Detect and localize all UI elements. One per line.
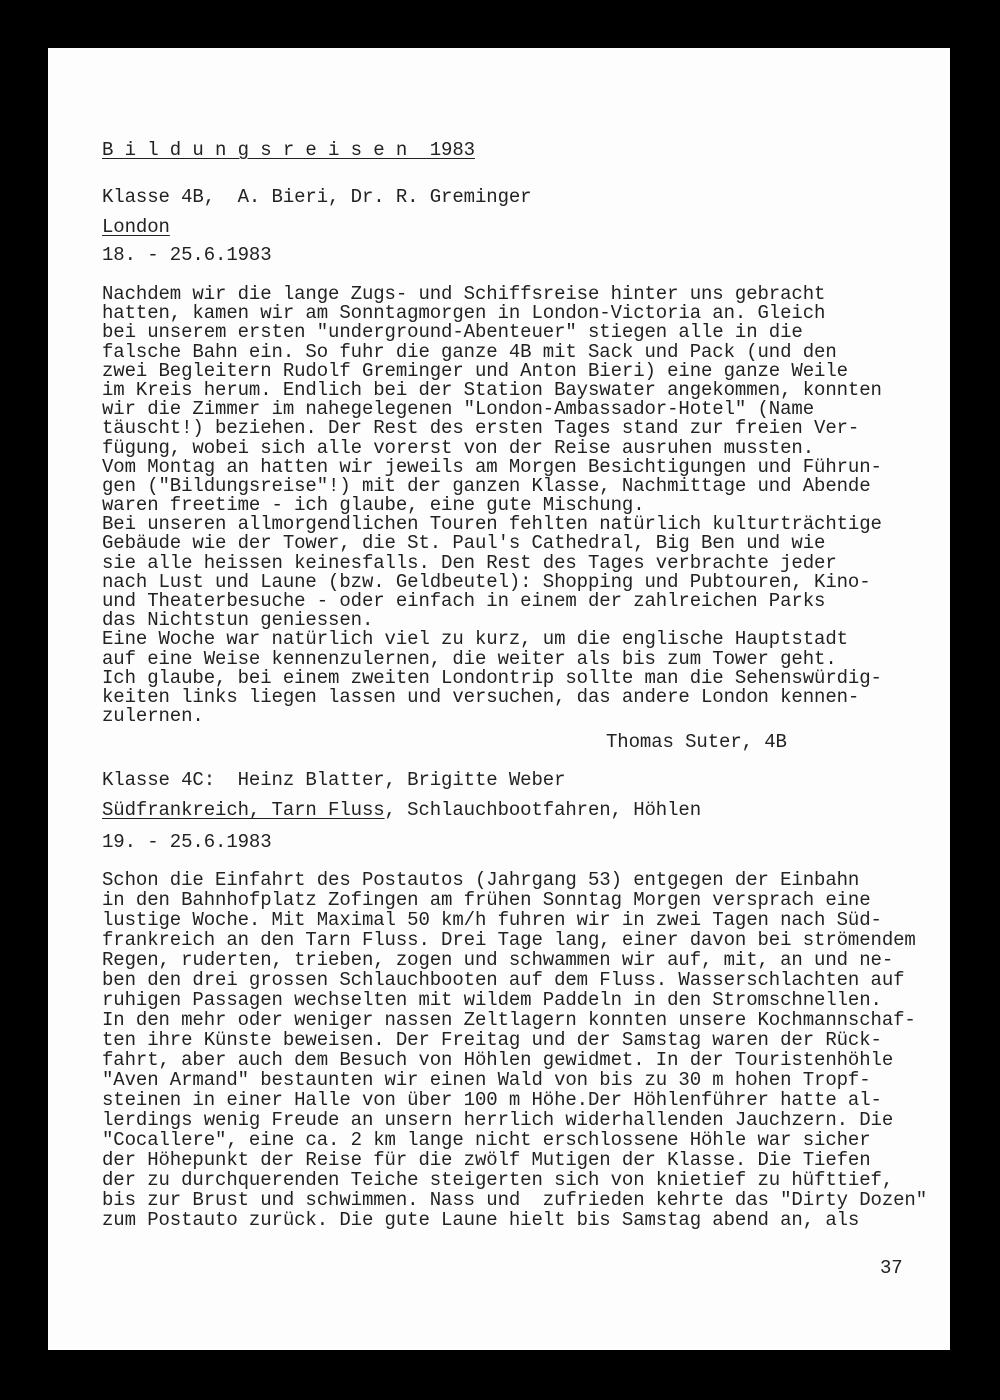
text-line: ben den drei grossen Schlauchbooten auf dem Fluss. Wasserschlachten auf [102, 969, 905, 991]
text-line: und Theaterbesuche - oder einfach in einem der zahlreichen Parks [102, 590, 826, 612]
text-line: der Höhepunkt der Reise für die zwölf Mutigen der Klasse. Die Tiefen [102, 1149, 871, 1171]
text-line: steinen in einer Halle von über 100 m Höhe.Der Höhlenführer hatte al- [102, 1089, 882, 1111]
text-line: Vom Montag an hatten wir jeweils am Morgen Besichtigungen und Führun- [102, 455, 882, 478]
text-line: falsche Bahn ein. So fuhr die ganze 4B mit Sack und Pack (und den [102, 340, 837, 363]
text-line: waren freetime - ich glaube, eine gute Mischung. [102, 494, 645, 517]
text-line: zum Postauto zurück. Die gute Laune hielt bis Samstag abend an, als [102, 1209, 860, 1231]
page-number: 37 [880, 1257, 903, 1279]
text-line: ten ihre Künste beweisen. Der Freitag und der Samstag waren der Rück- [102, 1029, 882, 1051]
text-line: ruhigen Passagen wechselten mit wildem Paddeln in den Stromschnellen. [102, 989, 882, 1011]
text-line: Schon die Einfahrt des Postautos (Jahrgang 53) entgegen der Einbahn [102, 869, 860, 891]
document-title: B i l d u n g s r e i s e n 1983 [102, 139, 475, 161]
section2-subtitle [102, 801, 701, 820]
text-line: nach Lust und Laune (bzw. Geldbeutel): Shopping und Pubtouren, Kino- [102, 570, 871, 593]
section1-dates: 18. - 25.6.1983 [102, 244, 272, 266]
section1-class-line: Klasse 4B, A. Bieri, Dr. R. Greminger [102, 186, 532, 208]
section2-class-line: Klasse 4C: Heinz Blatter, Brigitte Weber [102, 769, 566, 791]
text-line: zwei Begleitern Rudolf Greminger und Anton Bieri) eine ganze Weile [102, 359, 848, 382]
text-line: gen ("Bildungsreise"!) mit der ganzen Klasse, Nachmittage und Abende [102, 474, 871, 497]
text-line: "Aven Armand" bestaunten wir einen Wald von bis zu 30 m hohen Tropf- [102, 1069, 871, 1091]
section1-body [102, 285, 882, 726]
text-line: hatten, kamen wir am Sonntagmorgen in London-Victoria an. Gleich [102, 302, 826, 325]
text-line: Eine Woche war natürlich viel zu kurz, um die englische Hauptstadt [102, 628, 848, 651]
text-line: Gebäude wie der Tower, die St. Paul's Cathedral, Big Ben und wie [102, 532, 826, 555]
text-line: fügung, wobei sich alle vorerst von der Reise ausruhen mussten. [102, 436, 815, 459]
section2-destination: Südfrankreich, Tarn Fluss [102, 799, 385, 821]
text-line: das Nichtstun geniessen. [102, 609, 374, 632]
text-line: in den Bahnhofplatz Zofingen am frühen Sonntag Morgen versprach eine [102, 889, 871, 911]
text-line: sie alle heissen keinesfalls. Den Rest des Tages verbrachte jeder [102, 551, 837, 574]
section1-author: Thomas Suter, 4B [606, 731, 787, 753]
text-line: wir die Zimmer im nahegelegenen "London-Ambassador-Hotel" (Name [102, 398, 815, 421]
section2-dates: 19. - 25.6.1983 [102, 831, 272, 853]
text-line: zulernen. [102, 705, 204, 728]
text-line: frankreich an den Tarn Fluss. Drei Tage lang, einer davon bei strömendem [102, 929, 916, 951]
text-line: der zu durchquerenden Teiche steigerten sich von knietief zu hüfttief, [102, 1169, 894, 1191]
text-line: täuscht!) beziehen. Der Rest des ersten Tages stand zur freien Ver- [102, 417, 860, 440]
text-line: im Kreis herum. Endlich bei der Station Bayswater angekommen, konnten [102, 378, 882, 401]
text-line: Bei unseren allmorgendlichen Touren fehlten natürlich kulturträchtige [102, 513, 882, 536]
text-line: "Cocallere", eine ca. 2 km lange nicht erschlossene Höhle war sicher [102, 1129, 871, 1151]
text-line: bis zur Brust und schwimmen. Nass und zufrieden kehrte das "Dirty Dozen" [102, 1189, 928, 1211]
section2-body [102, 871, 927, 1231]
text-line: lerdings wenig Freude an unsern herrlich widerhallenden Jauchzern. Die [102, 1109, 894, 1131]
text-line: bei unserem ersten "underground-Abenteuer" stiegen alle in die [102, 321, 803, 344]
text-line: lustige Woche. Mit Maximal 50 km/h fuhren wir in zwei Tagen nach Süd- [102, 909, 882, 931]
text-line: Regen, ruderten, trieben, zogen und schwammen wir auf, mit, an und ne- [102, 949, 894, 971]
section1-destination: London [102, 216, 170, 238]
text-line: Ich glaube, bei einem zweiten Londontrip sollte man die Sehenswürdig- [102, 666, 882, 689]
text-line: In den mehr oder weniger nassen Zeltlagern konnten unsere Kochmannschaf- [102, 1009, 916, 1031]
text-line: keiten links liegen lassen und versuchen, das andere London kennen- [102, 685, 860, 708]
section2-activities: , Schlauchbootfahren, Höhlen [384, 799, 701, 821]
text-line: fahrt, aber auch dem Besuch von Höhlen gewidmet. In der Touristenhöhle [102, 1049, 894, 1071]
text-line: auf eine Weise kennenzulernen, die weiter als bis zum Tower geht. [102, 647, 837, 670]
text-line: Nachdem wir die lange Zugs- und Schiffsreise hinter uns gebracht [102, 283, 826, 305]
